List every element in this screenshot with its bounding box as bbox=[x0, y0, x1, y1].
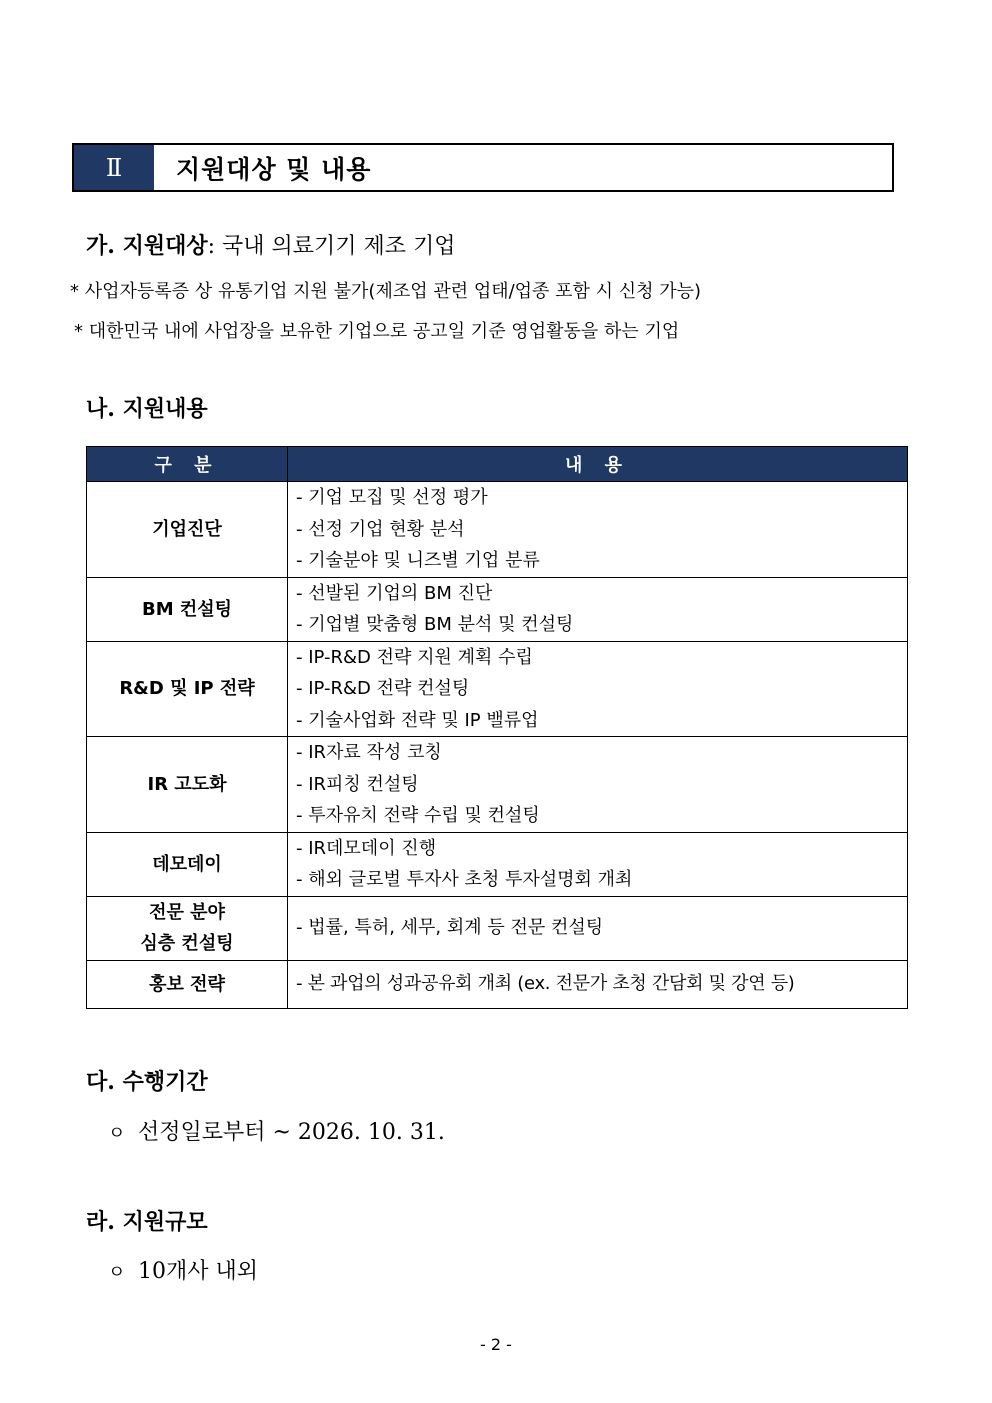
target-line bbox=[86, 229, 456, 260]
table-header-content: 내 용 bbox=[288, 447, 908, 482]
row-content: - IR자료 작성 코칭 - IR피칭 컨설팅 - 투자유치 전략 수립 및 컨설팅 bbox=[288, 737, 908, 833]
section-header bbox=[72, 143, 894, 192]
support-content-table bbox=[86, 446, 908, 1009]
row-category: IR 고도화 bbox=[87, 737, 288, 833]
table-header-category: 구 분 bbox=[87, 447, 288, 482]
table-row bbox=[87, 482, 908, 578]
table-header-row bbox=[87, 447, 908, 482]
row-category: BM 컨설팅 bbox=[87, 577, 288, 641]
table-row bbox=[87, 577, 908, 641]
row-content: - IP-R&D 전략 지원 계획 수립 - IP-R&D 전략 컨설팅 - 기술사업화 전략 및 IP 밸류업 bbox=[288, 641, 908, 737]
section-title: 지원대상 및 내용 bbox=[176, 154, 372, 184]
row-content: - 선발된 기업의 BM 진단 - 기업별 맞춤형 BM 분석 및 컨설팅 bbox=[288, 577, 908, 641]
row-content: - IR데모데이 진행 - 해외 글로벌 투자사 초청 투자설명회 개최 bbox=[288, 832, 908, 896]
row-category: 기업진단 bbox=[87, 482, 288, 578]
target-label: 가. 지원대상 bbox=[86, 233, 208, 259]
table-row bbox=[87, 960, 908, 1008]
period-heading: 다. 수행기간 bbox=[86, 1069, 208, 1095]
table-row bbox=[87, 832, 908, 896]
table-row bbox=[87, 641, 908, 737]
target-value: : 국내 의료기기 제조 기업 bbox=[207, 234, 456, 259]
bullet-mark: ㅇ bbox=[108, 1123, 126, 1144]
row-content: - 본 과업의 성과공유회 개최 (ex. 전문가 초청 간담회 및 강연 등) bbox=[288, 960, 908, 1008]
bullet-mark: ㅇ bbox=[108, 1262, 126, 1283]
table-row bbox=[87, 737, 908, 833]
period-item bbox=[108, 1115, 445, 1146]
table-row bbox=[87, 896, 908, 960]
target-note-1: * 사업자등록증 상 유통기업 지원 불가(제조업 관련 업태/업종 포함 시 신청 가능) bbox=[70, 281, 702, 302]
row-category: 홍보 전략 bbox=[87, 960, 288, 1008]
section-number: Ⅱ bbox=[74, 145, 154, 190]
period-text: 선정일로부터 ~ 2026. 10. 31. bbox=[138, 1120, 445, 1145]
row-content: - 기업 모집 및 선정 평가 - 선정 기업 현황 분석 - 기술분야 및 니즈별 기업 분류 bbox=[288, 482, 908, 578]
content-heading: 나. 지원내용 bbox=[86, 396, 208, 422]
scale-text: 10개사 내외 bbox=[138, 1259, 258, 1284]
row-category: R&D 및 IP 전략 bbox=[87, 641, 288, 737]
target-note-2: * 대한민국 내에 사업장을 보유한 기업으로 공고일 기준 영업활동을 하는 기업 bbox=[74, 321, 680, 342]
row-content: - 법률, 특허, 세무, 회계 등 전문 컨설팅 bbox=[288, 896, 908, 960]
page-number: - 2 - bbox=[480, 1335, 512, 1354]
scale-item bbox=[108, 1254, 258, 1285]
scale-heading: 라. 지원규모 bbox=[86, 1209, 208, 1235]
row-category: 데모데이 bbox=[87, 832, 288, 896]
row-category: 전문 분야 심층 컨설팅 bbox=[87, 896, 288, 960]
